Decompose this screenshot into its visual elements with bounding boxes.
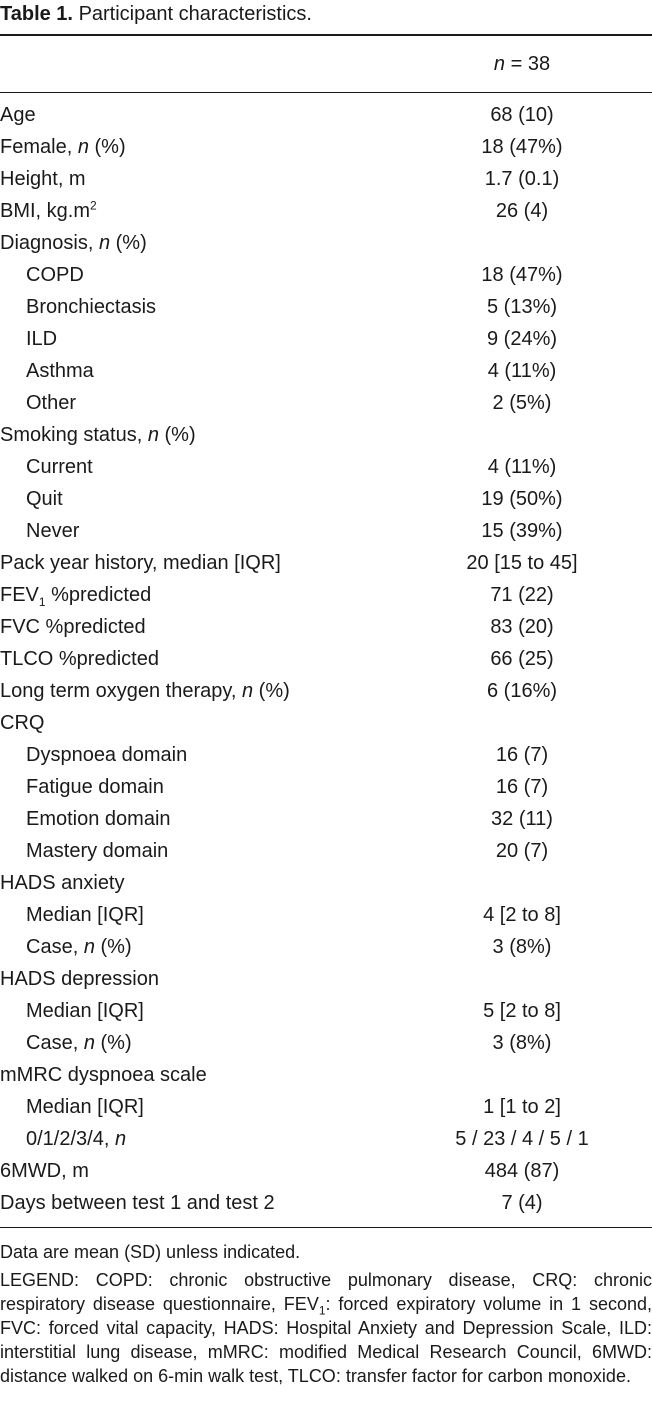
row-label: Current bbox=[26, 455, 93, 478]
row-label: $FEV_1$ %predicted bbox=[0, 583, 152, 609]
row-label: BMI, $kg.m^2$ bbox=[0, 197, 97, 222]
table-row bbox=[0, 803, 652, 835]
row-value: 3 (8%) bbox=[492, 1031, 552, 1054]
row-label: Median [IQR] bbox=[26, 903, 144, 926]
table-row bbox=[0, 1123, 652, 1155]
row-value: 1.7 (0.1) bbox=[484, 167, 560, 190]
row-value: 71 (22) bbox=[490, 583, 554, 606]
row-value: 16 (7) bbox=[495, 775, 549, 798]
table-row bbox=[0, 675, 652, 707]
row-label: Height, m bbox=[0, 167, 86, 190]
row-label: Case, n (%) bbox=[26, 935, 132, 958]
table-caption bbox=[0, 0, 652, 28]
row-label: TLCO %predicted bbox=[0, 647, 159, 670]
row-value: 26 (4) bbox=[495, 199, 549, 222]
row-label: HADS depression bbox=[0, 967, 159, 990]
row-value: 3 (8%) bbox=[492, 935, 552, 958]
table-row bbox=[0, 259, 652, 291]
row-value: 18 (47%) bbox=[481, 263, 563, 286]
row-value: 7 (4) bbox=[501, 1191, 543, 1214]
row-label: Never bbox=[26, 519, 80, 542]
table-row bbox=[0, 579, 652, 611]
row-value: 5 (13%) bbox=[486, 295, 558, 318]
table-row bbox=[0, 611, 652, 643]
table-row bbox=[0, 739, 652, 771]
row-label: mMRC dyspnoea scale bbox=[0, 1063, 207, 1086]
table-row bbox=[0, 355, 652, 387]
table-number: Table 1. bbox=[0, 3, 73, 25]
table-row bbox=[0, 99, 652, 131]
row-label: ILD bbox=[26, 327, 58, 350]
row-label: Emotion domain bbox=[26, 807, 171, 830]
row-label: Age bbox=[0, 103, 36, 126]
row-value: 6 (16%) bbox=[486, 679, 558, 702]
legend-note bbox=[0, 1268, 652, 1388]
table-notes bbox=[0, 1240, 652, 1388]
row-label: Median [IQR] bbox=[26, 999, 144, 1022]
row-value: 19 (50%) bbox=[481, 487, 563, 510]
row-value: 68 (10) bbox=[490, 103, 554, 126]
table-title: Participant characteristics. bbox=[78, 3, 312, 25]
legend-text-1: LEGEND: COPD: chronic obstructive pulmonary disease, CRQ: chronic respiratory disease questionnaire, FEV bbox=[0, 1270, 652, 1314]
row-label: Asthma bbox=[26, 359, 94, 382]
header-n-symbol: n bbox=[493, 52, 506, 75]
table-body bbox=[0, 99, 652, 1219]
row-label: Smoking status, n (%) bbox=[0, 423, 196, 446]
header-n-value: = 38 bbox=[510, 52, 551, 75]
table-row bbox=[0, 931, 652, 963]
table-row bbox=[0, 995, 652, 1027]
table-row bbox=[0, 867, 652, 899]
row-value: 20 (7) bbox=[495, 839, 549, 862]
table-row bbox=[0, 515, 652, 547]
row-label: Pack year history, median [IQR] bbox=[0, 551, 281, 574]
row-value: 66 (25) bbox=[490, 647, 554, 670]
row-value: 15 (39%) bbox=[481, 519, 563, 542]
table-row bbox=[0, 451, 652, 483]
row-label: Bronchiectasis bbox=[26, 295, 157, 318]
row-value: 32 (11) bbox=[491, 807, 553, 830]
row-value: 4 (11%) bbox=[487, 455, 557, 478]
table-row bbox=[0, 387, 652, 419]
row-label: Diagnosis, n (%) bbox=[0, 231, 147, 254]
table-row bbox=[0, 771, 652, 803]
row-label: HADS anxiety bbox=[0, 871, 125, 894]
legend-subscript: 1 bbox=[318, 1303, 326, 1318]
row-label: Dyspnoea domain bbox=[26, 743, 188, 766]
table-row bbox=[0, 195, 652, 227]
table-row bbox=[0, 963, 652, 995]
row-label: Days between test 1 and test 2 bbox=[0, 1191, 275, 1214]
legend-text-2: : forced expiratory volume in 1 second, FVC: forced vital capacity, HADS: Hospital Anxiety and Depression Scale, ILD: interstitial lung disease, mMRC: modified Medical Research Council, 6MWD: distance walked on 6-min walk test, TLCO: transfer factor for carbon monoxide. bbox=[0, 1294, 652, 1386]
table-row bbox=[0, 1187, 652, 1219]
table-row bbox=[0, 899, 652, 931]
row-value: 9 (24%) bbox=[486, 327, 558, 350]
table-row bbox=[0, 291, 652, 323]
row-value: 4 [2 to 8] bbox=[483, 903, 561, 926]
header-n-cell bbox=[392, 53, 652, 76]
table-row bbox=[0, 227, 652, 259]
row-label: Female, n (%) bbox=[0, 135, 126, 158]
row-label: COPD bbox=[26, 263, 84, 286]
table-row bbox=[0, 419, 652, 451]
row-label: Mastery domain bbox=[26, 839, 169, 862]
bottom-rule bbox=[0, 1227, 652, 1228]
table-row bbox=[0, 131, 652, 163]
row-label: Long term oxygen therapy, n (%) bbox=[0, 679, 290, 702]
row-value: 484 (87) bbox=[484, 1159, 560, 1182]
row-value: 83 (20) bbox=[490, 615, 554, 638]
row-value: 20 [15 to 45] bbox=[466, 551, 578, 574]
table-row bbox=[0, 835, 652, 867]
table-row bbox=[0, 483, 652, 515]
table-row bbox=[0, 1091, 652, 1123]
row-value: 16 (7) bbox=[495, 743, 549, 766]
table-row bbox=[0, 1027, 652, 1059]
row-value: 4 (11%) bbox=[487, 359, 557, 382]
row-value: 1 [1 to 2] bbox=[483, 1095, 561, 1118]
table-row bbox=[0, 1155, 652, 1187]
row-value: 5 / 23 / 4 / 5 / 1 bbox=[455, 1127, 589, 1150]
row-value: 5 [2 to 8] bbox=[483, 999, 561, 1022]
table-row bbox=[0, 1059, 652, 1091]
row-label: Other bbox=[26, 391, 77, 414]
table-header-row bbox=[0, 36, 652, 92]
row-label: 6MWD, m bbox=[0, 1159, 89, 1182]
table-row bbox=[0, 643, 652, 675]
row-label: CRQ bbox=[0, 711, 45, 734]
data-note: Data are mean (SD) unless indicated. bbox=[0, 1242, 301, 1262]
row-label: Quit bbox=[26, 487, 63, 510]
row-label: Fatigue domain bbox=[26, 775, 164, 798]
table-row bbox=[0, 323, 652, 355]
row-value: 18 (47%) bbox=[481, 135, 563, 158]
table-row bbox=[0, 707, 652, 739]
table-row bbox=[0, 163, 652, 195]
table-row bbox=[0, 547, 652, 579]
row-label: Median [IQR] bbox=[26, 1095, 144, 1118]
row-label: 0/1/2/3/4, n bbox=[26, 1127, 127, 1150]
row-value: 2 (5%) bbox=[492, 391, 552, 414]
row-label: FVC %predicted bbox=[0, 615, 146, 638]
row-label: Case, n (%) bbox=[26, 1031, 132, 1054]
